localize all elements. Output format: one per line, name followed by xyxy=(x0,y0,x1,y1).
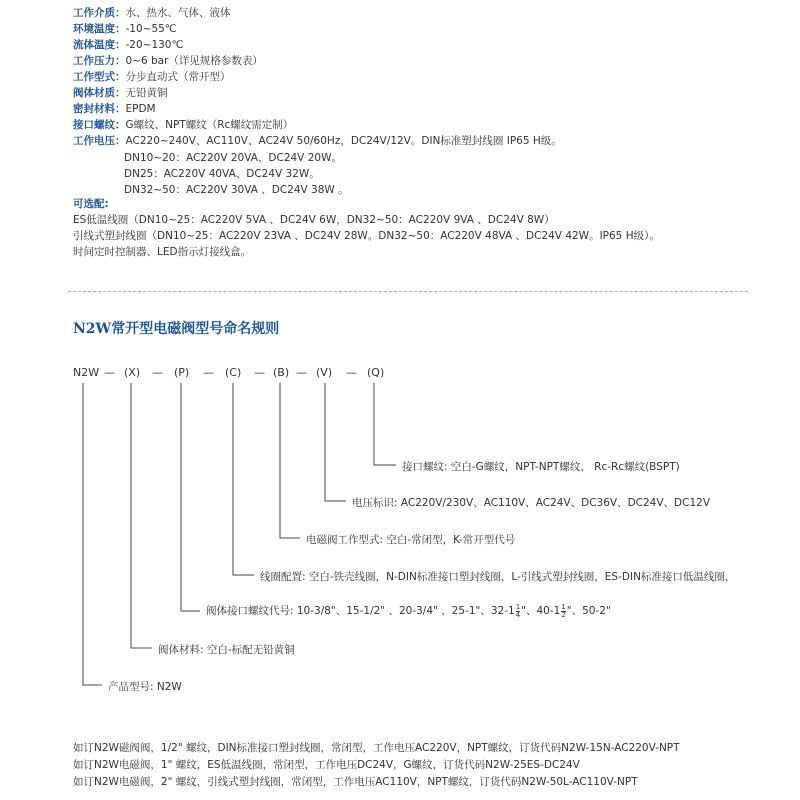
order-example: 如订N2W磁阀阀，1/2" 螺纹，DIN标准接口塑封线圈，常闭型，工作电压AC220V，NPT螺纹，订货代码N2W-15N-AC220V-NPT xyxy=(73,742,680,754)
naming-rule-title: N2W常开型电磁阀型号命名规则 xyxy=(73,321,280,337)
label-port-size: 阀体接口螺纹代号: 10-3/8"、15-1/2" 、20-3/4" 、25-1"、32-1 $\frac{1}{4}$ "、40-1 $\frac{1}{2}$ "、50-2" xyxy=(206,602,611,619)
connector-n2w xyxy=(83,383,102,685)
order-example: 如订N2W电磁阀，2" 螺纹，引线式塑封线圈，常闭型，工作电压AC110V，NPT螺纹，订货代码N2W-50L-AC110V-NPT xyxy=(73,776,638,788)
label-product-model: 产品型号: N2W xyxy=(108,681,182,693)
code-dash: — xyxy=(152,366,163,379)
fraction-half: $\frac{1}{2}$ xyxy=(561,602,566,619)
code-dash: — xyxy=(346,366,357,379)
label-coil: 线圈配置: 空白-铁壳线圈，N-DIN标准接口塑封线圈，L-引线式塑封线圈，ES-DIN标准接口低温线圈， xyxy=(260,571,736,583)
optional-title: 可选配: xyxy=(73,198,109,210)
connector-p xyxy=(181,383,200,611)
voltage-line: DN32~50：AC220V 30VA 、DC24V 38W 。 xyxy=(124,184,349,196)
spec-body-material: 阀体材质：无铅黄铜 xyxy=(73,87,168,99)
connector-q xyxy=(374,383,396,465)
connector-x xyxy=(131,383,152,648)
optional-line: ES低温线圈（DN10~25：AC220V 5VA 、DC24V 6W，DN32~50：AC220V 9VA 、DC24V 8W） xyxy=(73,214,555,226)
label-operation: 电磁阀工作型式: 空白-常闭型，K-常开型代号 xyxy=(306,534,516,546)
code-q: (Q) xyxy=(367,366,385,379)
spec-operation: 工作型式：分步直动式（常开型） xyxy=(73,71,231,83)
connector-b xyxy=(280,383,300,538)
spec-thread: 接口螺纹：G螺纹、NPT螺纹（Rc螺纹需定制） xyxy=(73,119,294,131)
connector-c xyxy=(233,383,254,575)
voltage-line: DN25：AC220V 40VA、DC24V 32W。 xyxy=(124,168,320,180)
connector-v xyxy=(325,383,346,501)
spec-voltage: 工作电压：AC220~240V、AC110V、AC24V 50/60Hz，DC24V/12V。DIN标准塑封线圈 IP65 H级。 xyxy=(73,135,562,147)
code-dash: — xyxy=(104,366,115,379)
spec-medium: 工作介质：水、热水、气体、液体 xyxy=(73,7,231,19)
spec-pressure: 工作压力：0~6 bar（详见规格参数表） xyxy=(73,55,263,67)
code-v: (V) xyxy=(316,366,333,379)
spec-fluid-temp: 流体温度：-20~130℃ xyxy=(73,39,184,51)
spec-ambient-temp: 环境温度：-10~55℃ xyxy=(73,23,177,35)
code-c: (C) xyxy=(225,366,242,379)
code-dash: — xyxy=(203,366,214,379)
label-thread: 接口螺纹: 空白-G螺纹，NPT-NPT螺纹， Rc-Rc螺纹(BSPT) xyxy=(402,461,680,473)
fraction-quarter: $\frac{1}{4}$ xyxy=(515,602,521,619)
spec-seal-material: 密封材料：EPDM xyxy=(73,103,156,115)
code-x: (X) xyxy=(124,366,141,379)
code-p: (P) xyxy=(174,366,190,379)
label-voltage: 电压标识: AC220V/230V、AC110V、AC24V、DC36V、DC24V、DC12V xyxy=(352,497,710,509)
code-dash: — xyxy=(296,366,307,379)
code-n2w: N2W xyxy=(73,366,100,379)
optional-line: 时间定时控制器、LED指示灯接线盒。 xyxy=(73,246,252,258)
code-b: (B) xyxy=(273,366,290,379)
label-body-material: 阀体材料: 空白-标配无铅黄铜 xyxy=(158,644,295,656)
order-example: 如订N2W电磁阀，1" 螺纹，ES低温线圈，常闭型，工作电压DC24V，G螺纹，订货代码N2W-25ES-DC24V xyxy=(73,759,580,771)
optional-line: 引线式塑封线圈（DN10~25：AC220V 23VA 、DC24V 28W。DN32~50：AC220V 48VA 、DC24V 42W。IP65 H级）。 xyxy=(73,230,660,242)
code-dash: — xyxy=(254,366,265,379)
voltage-line: DN10~20：AC220V 20VA、DC24V 20W。 xyxy=(124,152,342,164)
